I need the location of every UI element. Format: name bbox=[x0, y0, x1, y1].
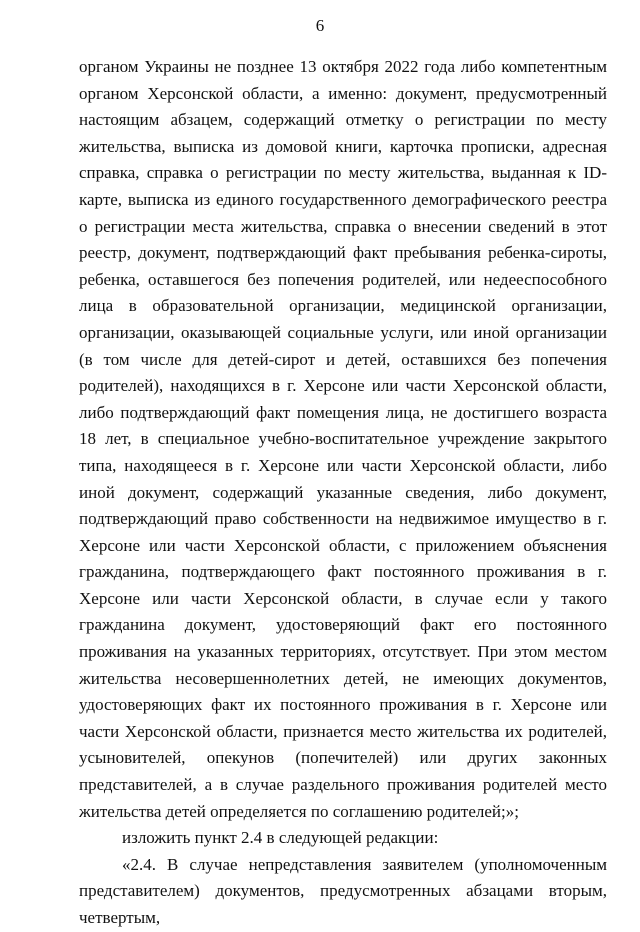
paragraph-continuation: органом Украины не позднее 13 октября 2022 года либо компетентным органом Херсонской области, а именно: документ, предусмотренный настоящим абзацем, содержащий отметку о регистрации по месту жительства, выписка из домовой книги, карточка прописки, адресная справка, справка о регистрации по месту жительства, выданная к ID-карте, выписка из единого государственного демографического реестра о регистрации места жительства, справка о внесении сведений в этот реестр, документ, подтверждающий факт пребывания ребенка-сироты, ребенка, оставшегося без попечения родителей, или недееспособного лица в образовательной организации, медицинской организации, организации, оказывающей социальные услуги, или иной организации (в том числе для детей-сирот и детей, оставшихся без попечения родителей), находящихся в г. Херсоне или части Херсонской области, либо подтверждающий факт помещения лица, не достигшего возраста 18 лет, в специальное учебно-воспитательное учреждение закрытого типа, находящееся в г. Херсоне или части Херсонской области, либо иной документ, содержащий указанные сведения, либо документ, подтверждающий право собственности на недвижимое имущество в г. Херсоне или части Херсонской области, с приложением объяснения гражданина, подтверждающего факт постоянного проживания в г. Херсоне или части Херсонской области, в случае если у такого гражданина документ, удостоверяющий факт его постоянного проживания на указанных территориях, отсутствует. При этом местом жительства несовершеннолетних детей, не имеющих документов, удостоверяющих факт их постоянного проживания в г. Херсоне или части Херсонской области, признается место жительства их родителей, усыновителей, опекунов (попечителей) или других законных представителей, а в случае раздельного проживания родителей место жительства детей определяется по соглашению родителей;»; bbox=[79, 57, 607, 821]
document-body bbox=[79, 54, 607, 932]
page-number: 6 bbox=[315, 16, 325, 35]
paragraph-instruction: изложить пункт 2.4 в следующей редакции: bbox=[122, 828, 439, 848]
paragraph-clause-2-4: «2.4. В случае непредставления заявителем (уполномоченным представителем) документов, предусмотренных абзацами вторым, четвертым, bbox=[79, 854, 607, 927]
